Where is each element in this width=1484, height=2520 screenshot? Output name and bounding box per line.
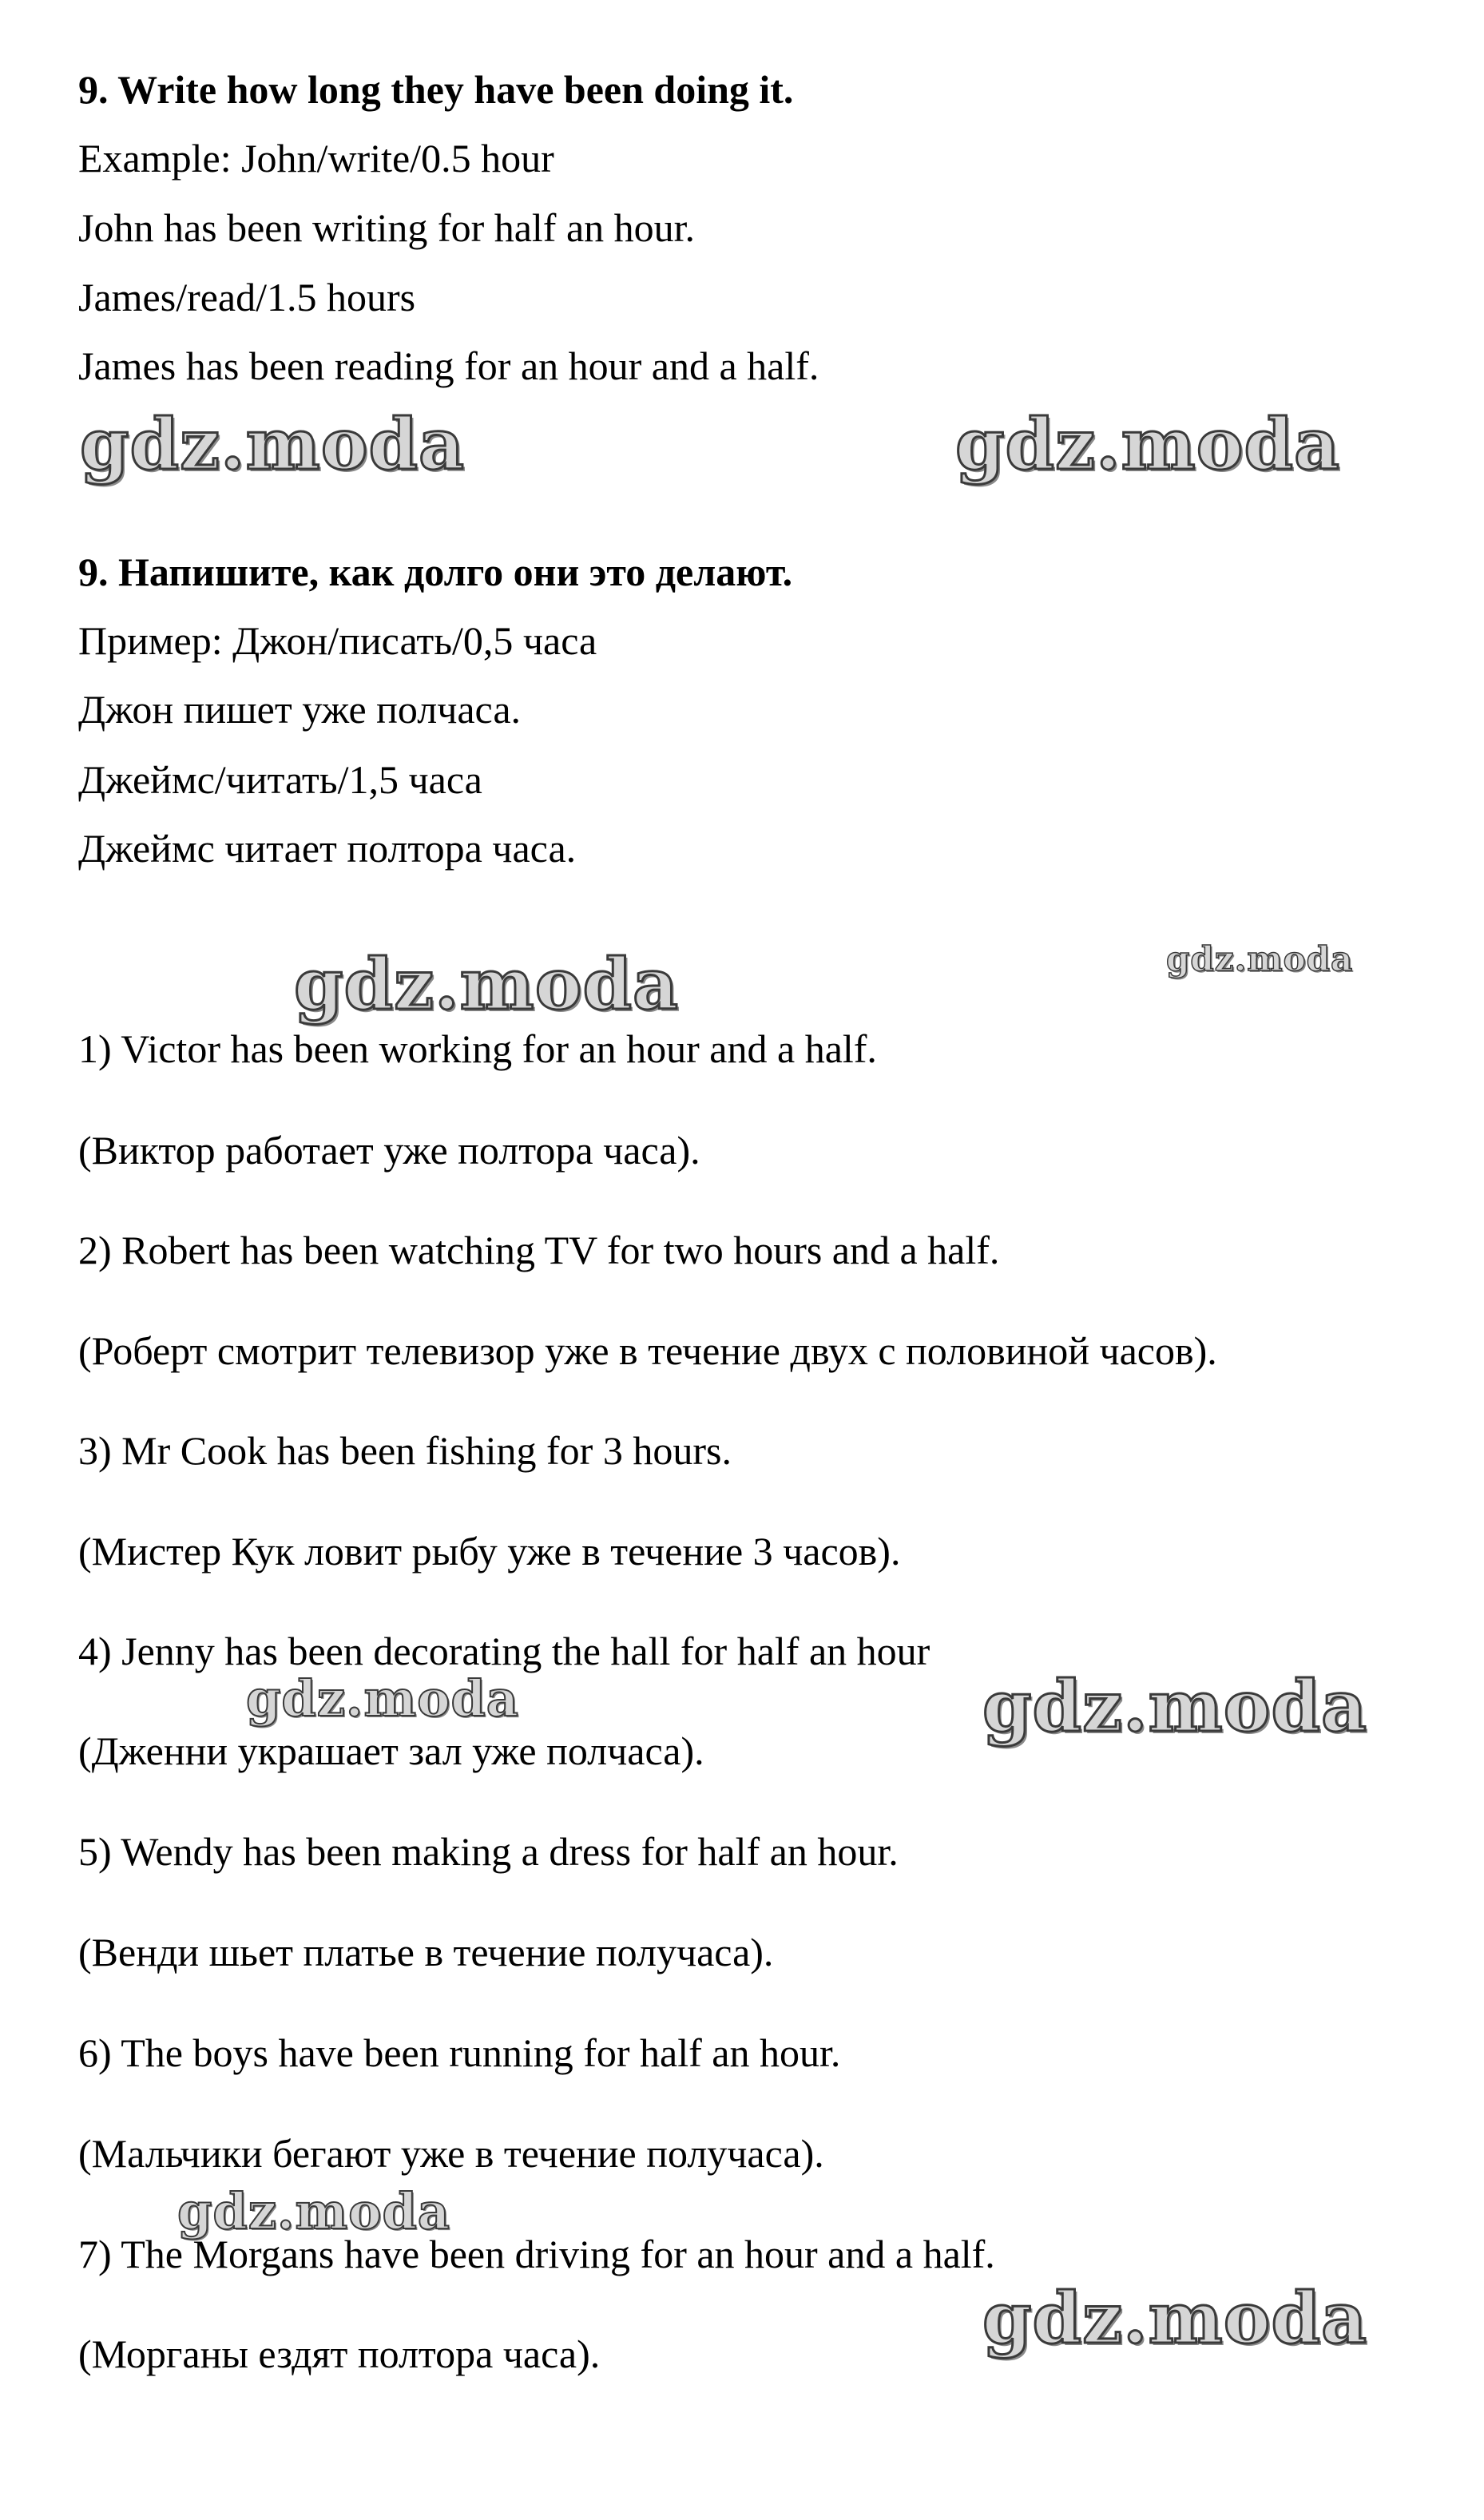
russian-prompt-2: Джеймс/читать/1,5 часа — [78, 757, 482, 802]
russian-example-answer: Джон пишет уже полчаса. — [78, 687, 522, 732]
english-prompt-2: James/read/1.5 hours — [78, 275, 416, 319]
answer-ru: (Мальчики бегают уже в течение получаса). — [78, 2131, 824, 2176]
answer-en: 6) The boys have been running for half an hour. — [78, 2030, 841, 2075]
watermark-logo: gdz.moda — [246, 1669, 519, 1728]
answer-ru: (Мистер Кук ловит рыбу уже в течение 3 часов). — [78, 1529, 901, 1574]
answer-en: 3) Mr Cook has been fishing for 3 hours. — [78, 1428, 732, 1473]
english-example-label: Example: John/write/0.5 hour — [78, 136, 554, 181]
answer-en: 2) Robert has been watching TV for two hours and a half. — [78, 1228, 1000, 1272]
watermark-logo: gdz.moda — [1166, 939, 1354, 978]
answer-ru: (Роберт смотрит телевизор уже в течение двух с половиной часов). — [78, 1328, 1217, 1373]
english-example-answer: John has been writing for half an hour. — [78, 205, 696, 250]
russian-heading: 9. Напишите, как долго они это делают. — [78, 550, 793, 594]
answer-en: 4) Jenny has been decorating the hall for half an hour — [78, 1629, 930, 1673]
answer-en: 5) Wendy has been making a dress for half an hour. — [78, 1829, 899, 1874]
answer-en: 7) The Morgans have been driving for an hour and a half. — [78, 2232, 995, 2276]
answer-ru: (Венди шьет платье в течение получаса). — [78, 1930, 774, 1974]
watermark-logo: gdz.moda — [177, 2182, 450, 2240]
watermark-logo: gdz.moda — [294, 943, 680, 1026]
answer-en: 1) Victor has been working for an hour and a half. — [78, 1026, 877, 1071]
watermark-logo: gdz.moda — [982, 2276, 1368, 2359]
english-answer-2: James has been reading for an hour and a half. — [78, 343, 819, 388]
answer-ru: (Виктор работает уже полтора часа). — [78, 1128, 700, 1173]
russian-answer-2: Джеймс читает полтора часа. — [78, 826, 577, 871]
russian-example-label: Пример: Джон/писать/0,5 часа — [78, 618, 597, 663]
answer-ru: (Дженни украшает зал уже полчаса). — [78, 1728, 704, 1773]
watermark-logo: gdz.moda — [80, 403, 466, 486]
watermark-logo: gdz.moda — [955, 403, 1341, 486]
answer-ru: (Морганы ездят полтора часа). — [78, 2331, 601, 2376]
watermark-logo: gdz.moda — [982, 1665, 1368, 1748]
english-heading: 9. Write how long they have been doing it. — [78, 67, 794, 112]
